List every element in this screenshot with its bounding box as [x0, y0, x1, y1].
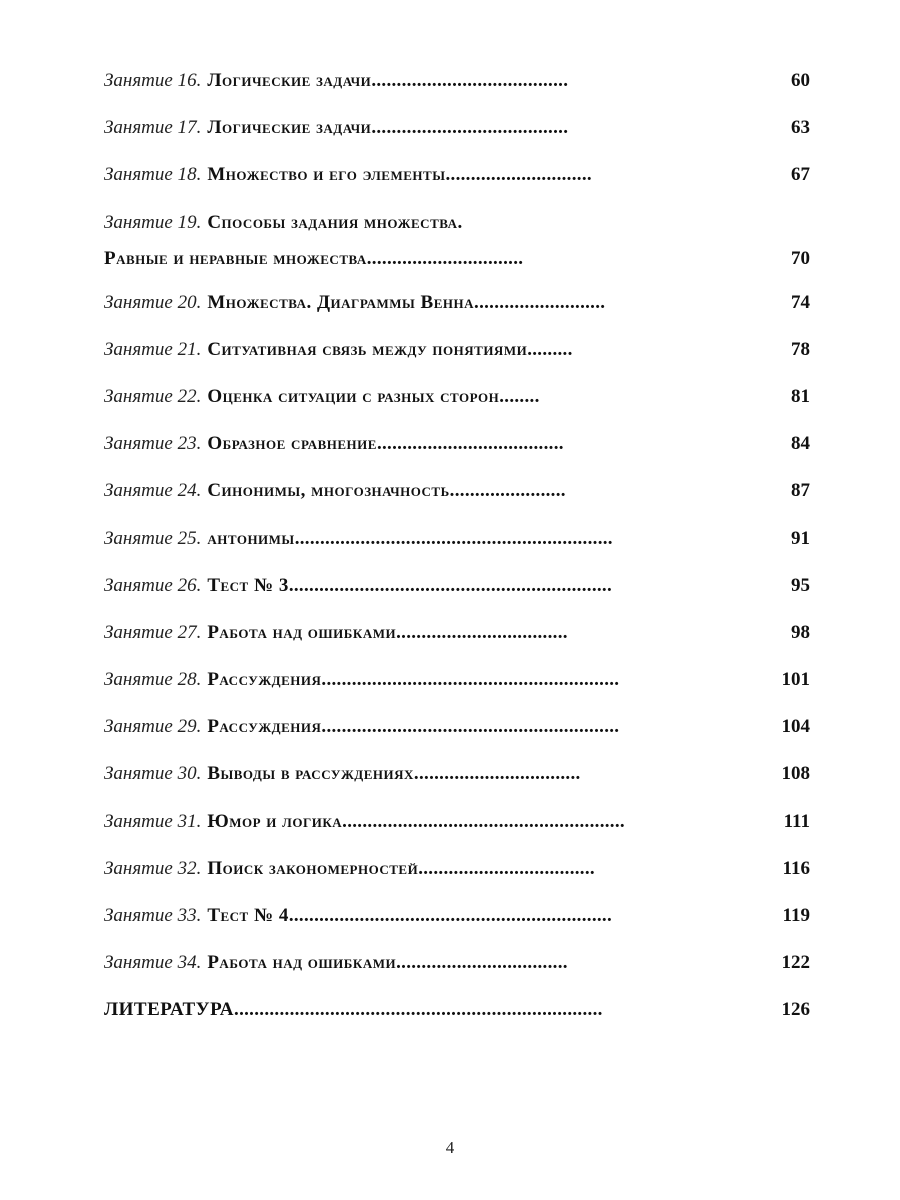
- toc-entry: [104, 852, 814, 899]
- toc-entry-line: [104, 433, 564, 455]
- toc-entry-line: [104, 117, 568, 139]
- toc-entry-line: [104, 70, 568, 92]
- lesson-title: Работа над ошибками: [207, 621, 397, 643]
- page-ref: 81: [791, 385, 810, 407]
- lesson-prefix: Занятие 20.: [104, 291, 202, 313]
- toc-entry-line: [104, 811, 625, 833]
- lesson-title: Рассуждения: [207, 716, 322, 738]
- toc-entry-line: [104, 669, 619, 691]
- lesson-prefix: Занятие 23.: [104, 433, 202, 455]
- leader-dots: ..................................: [396, 621, 568, 643]
- toc-entry-line: [104, 716, 619, 738]
- toc-entry: [104, 616, 814, 663]
- page-ref: 98: [791, 621, 810, 643]
- lesson-prefix: Занятие 27.: [104, 621, 202, 643]
- toc-entry: [104, 111, 814, 158]
- lesson-title-continued: Равные и неравные множества: [104, 247, 367, 269]
- toc-entry: [104, 805, 814, 852]
- leader-dots: .......................................: [371, 70, 569, 91]
- lesson-prefix: Занятие 28.: [104, 669, 202, 691]
- leader-dots: ...................................: [418, 857, 595, 879]
- page-ref: 108: [781, 763, 810, 785]
- lesson-title: Выводы в рассуждениях: [207, 763, 414, 785]
- lesson-prefix: Занятие 26.: [104, 574, 202, 596]
- leader-dots: ...............................: [366, 247, 524, 269]
- table-of-contents: [104, 64, 814, 1041]
- lesson-prefix: Занятие 32.: [104, 857, 202, 879]
- toc-entry-line: [104, 999, 603, 1021]
- lesson-prefix: Занятие 21.: [104, 338, 202, 360]
- leader-dots: ........................................................: [342, 810, 625, 832]
- toc-entry: [104, 522, 814, 569]
- lesson-prefix: Занятие 22.: [104, 385, 202, 407]
- toc-entry: [104, 158, 814, 205]
- leader-dots: ..........................: [474, 291, 606, 313]
- lesson-title: Образное сравнение: [207, 433, 377, 455]
- toc-entry-line: [104, 905, 612, 927]
- page-ref: 78: [791, 338, 810, 360]
- lesson-title: Множество и его элементы: [207, 164, 446, 186]
- page-ref: 119: [782, 905, 810, 926]
- toc-entry-line: [104, 339, 573, 361]
- leader-dots: .........: [527, 338, 573, 360]
- leader-dots: ..................................: [396, 952, 568, 974]
- lesson-title: Ситуативная связь между понятиями: [207, 338, 528, 360]
- page-ref: 60: [791, 70, 810, 91]
- leader-dots: .............................: [445, 164, 592, 186]
- toc-entry: [104, 663, 814, 710]
- toc-entry-line: [104, 292, 605, 314]
- toc-entry-line: [104, 622, 568, 644]
- toc-entry: [104, 64, 814, 111]
- lesson-title: Работа над ошибками: [207, 952, 397, 974]
- toc-entry: [104, 206, 814, 286]
- page-ref: 87: [791, 480, 810, 502]
- leader-dots: .........................................................................: [234, 999, 603, 1021]
- lesson-title: антонимы: [207, 527, 295, 549]
- lesson-prefix: Занятие 17.: [104, 117, 202, 139]
- toc-entry-line: [104, 386, 540, 408]
- lesson-title: Тест № 4: [207, 905, 289, 926]
- lesson-title: Логические задачи: [207, 117, 372, 139]
- toc-entry: [104, 286, 814, 333]
- lesson-title: Способы задания множества.: [207, 211, 463, 233]
- toc-entry-line: [104, 952, 568, 974]
- toc-entry: [104, 569, 814, 616]
- page-ref: 84: [791, 433, 810, 455]
- toc-entry: [104, 380, 814, 427]
- toc-entry-literature: [104, 993, 814, 1040]
- page-ref: 67: [791, 164, 810, 186]
- page-ref: 101: [781, 669, 810, 691]
- toc-entry: [104, 333, 814, 380]
- leader-dots: .......................................: [371, 117, 569, 139]
- lesson-prefix: Занятие 34.: [104, 952, 202, 974]
- page-ref: 95: [791, 574, 810, 596]
- lesson-title: Множества. Диаграммы Венна: [207, 291, 475, 313]
- lesson-prefix: Занятие 30.: [104, 763, 202, 785]
- leader-dots: ................................................................: [288, 905, 613, 926]
- lesson-prefix: Занятие 31.: [104, 810, 202, 832]
- lesson-title: Поиск закономерностей: [207, 857, 419, 879]
- toc-entry-line: [104, 164, 592, 186]
- lesson-title: Синонимы, многозначность: [207, 480, 450, 502]
- literature-title: ЛИТЕРАТУРА: [104, 999, 235, 1021]
- page-ref: 104: [781, 716, 810, 738]
- lesson-prefix: Занятие 19.: [104, 211, 202, 233]
- toc-entry: [104, 757, 814, 804]
- leader-dots: ...............................................................: [294, 527, 613, 549]
- leader-dots: ...........................................................: [321, 716, 620, 738]
- toc-entry-line: [104, 763, 581, 785]
- lesson-prefix: Занятие 16.: [104, 70, 202, 91]
- page-ref: 122: [781, 952, 810, 974]
- toc-entry-line: [104, 575, 612, 597]
- leader-dots: ...........................................................: [321, 669, 620, 691]
- lesson-prefix: Занятие 33.: [104, 905, 202, 926]
- toc-entry-line: [104, 528, 613, 550]
- leader-dots: ................................................................: [288, 574, 613, 596]
- page-ref: 63: [791, 117, 810, 139]
- leader-dots: ........: [499, 385, 540, 407]
- lesson-title: Рассуждения: [207, 669, 322, 691]
- toc-entry: [104, 946, 814, 993]
- lesson-title: Тест № 3: [207, 574, 289, 596]
- toc-entry-line: [104, 480, 566, 502]
- page-ref: 74: [791, 291, 810, 313]
- lesson-prefix: Занятие 29.: [104, 716, 202, 738]
- toc-entry-line: [104, 858, 595, 880]
- leader-dots: .................................: [413, 763, 581, 785]
- lesson-title: Оценка ситуации с разных сторон: [207, 385, 500, 407]
- page-ref: 91: [791, 527, 810, 549]
- toc-entry-line: [104, 248, 523, 270]
- leader-dots: .......................: [449, 480, 566, 502]
- leader-dots: .....................................: [376, 433, 564, 455]
- lesson-prefix: Занятие 25.: [104, 527, 202, 549]
- toc-entry: [104, 474, 814, 521]
- page-ref: 111: [783, 810, 810, 832]
- lesson-title: Логические задачи: [207, 70, 372, 91]
- lesson-title: Юмор и логика: [207, 810, 343, 832]
- lesson-prefix: Занятие 24.: [104, 480, 202, 502]
- toc-entry: [104, 427, 814, 474]
- lesson-prefix: Занятие 18.: [104, 164, 202, 186]
- toc-entry: [104, 710, 814, 757]
- toc-entry: [104, 899, 814, 946]
- toc-entry-line: [104, 212, 463, 234]
- page-ref: 116: [782, 857, 810, 879]
- page-ref: 126: [781, 999, 810, 1021]
- page-ref: 70: [791, 247, 810, 269]
- page-number: 4: [445, 1138, 455, 1157]
